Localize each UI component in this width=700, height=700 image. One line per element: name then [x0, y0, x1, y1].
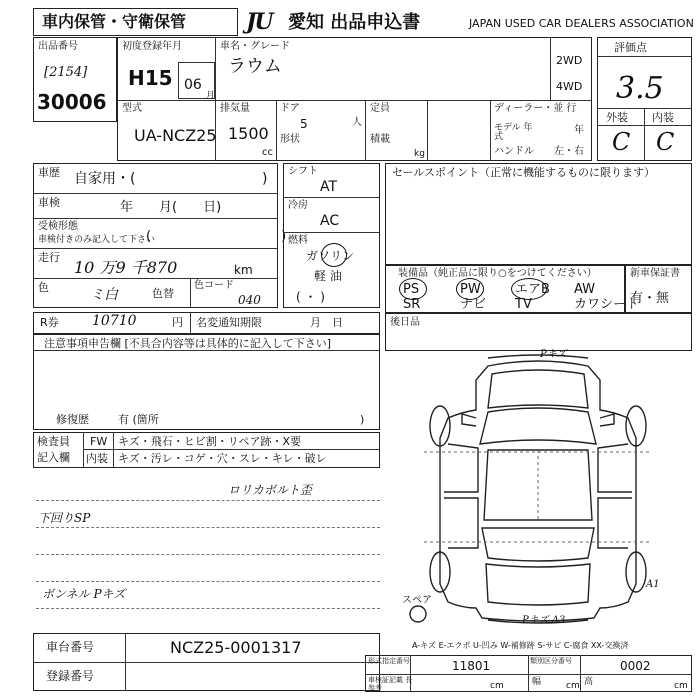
inspection-value: 年 月( 日) — [120, 200, 222, 215]
notice-deadline-label: 名変通知期限 — [196, 316, 262, 329]
category-number: 0002 — [620, 659, 651, 673]
diagram-legend: A-キズ E-エクボ U-凹み W-補修跡 S-サビ C-腐食 XX-交換済 — [412, 641, 629, 650]
storage-label: 車内保管・守衛保管 — [42, 12, 187, 31]
drive-2wd: 2WD — [556, 54, 583, 67]
repair-history-value: 有 (箇所 — [118, 413, 159, 426]
acceptance-label: 受検形態 — [38, 221, 78, 232]
exterior-label: 外装 — [606, 111, 628, 124]
category-label: 類別区分番号 — [530, 657, 572, 665]
mileage-value: 10 万9 千870 — [74, 258, 178, 277]
doors: 5 — [300, 117, 308, 131]
height-label: 高 — [584, 677, 594, 687]
lot-number: 30006 — [37, 90, 107, 114]
mileage-label: 走行 — [38, 251, 60, 264]
history-value: 自家用・( — [74, 171, 136, 187]
diagram-note-top: Pキズ — [540, 349, 567, 360]
equipment-item-bottom-3: カワシート — [574, 297, 640, 312]
shape-label: 形状 — [280, 134, 300, 145]
spare-label: スペア — [402, 595, 432, 606]
equipment-item-1: PW — [460, 282, 481, 297]
interior-inspect-label: 内装 — [86, 452, 108, 465]
displacement: 1500 — [228, 124, 269, 143]
capacity-label: 定員 — [370, 103, 390, 114]
attention-label: 注意事項申告欄 [不具合内容等は具体的に記入して下さい] — [44, 337, 332, 350]
interior-label: 内装 — [652, 111, 674, 124]
color-change-label: 色替 — [152, 287, 174, 300]
score-value: 3.5 — [616, 71, 664, 106]
acceptance-note: 車検付きのみ記入して下さい — [38, 235, 156, 245]
recycle-amount: 10710 — [92, 313, 137, 329]
shift-label: シフト — [288, 166, 318, 177]
first-registration-year: H15 — [128, 66, 173, 90]
after-parts-label: 後日品 — [390, 317, 420, 328]
equipment-item-bottom-2: TV — [515, 297, 532, 312]
dealer-label: ディーラー・並 行 — [494, 103, 577, 114]
chassis-label: 車台番号 — [46, 640, 95, 654]
model-label: 型式 — [122, 103, 142, 114]
association-name: JAPAN USED CAR DEALERS ASSOCIATION — [469, 17, 694, 30]
ac-value: AC — [320, 213, 340, 229]
lot-sub-number: [2154] — [44, 65, 88, 80]
interior-grade: C — [656, 128, 675, 156]
interior-inspect-items: キズ・汚レ・コゲ・穴・スレ・キレ・破レ — [118, 452, 327, 465]
warranty-label: 新車保証書 — [630, 268, 680, 279]
exterior-grade: C — [612, 128, 631, 156]
fuel-label: 燃料 — [288, 235, 308, 246]
history-label: 車歴 — [38, 166, 60, 179]
equipment-item-bottom-0: SR — [403, 297, 421, 312]
recycle-label: R券 — [40, 316, 59, 329]
car-name: ラウム — [228, 56, 282, 77]
model-year-label: モデル 年式 — [494, 123, 533, 142]
repair-history-label: 修復歴 — [56, 413, 89, 426]
color-code: 040 — [238, 293, 261, 307]
fw-items: キズ・飛石・ヒビ割・リペア跡・X要 — [118, 435, 302, 448]
diagram-note-bottom: Pキズ A3 — [522, 615, 566, 626]
ju-logo: JU — [246, 9, 272, 35]
equipment-label: 装備品（純正品に限り○をつけてください） — [398, 268, 597, 279]
first-registration-label: 初度登録年月 — [122, 41, 182, 52]
handle-options: 左・右 — [554, 146, 584, 157]
color-label: 色 — [38, 281, 49, 294]
ac-label: 冷房 — [288, 200, 308, 211]
fuel-gasoline-circle — [321, 243, 347, 267]
diagram-note-right: A1 — [646, 579, 660, 590]
handwritten-note-2: 下回りSP — [38, 511, 91, 525]
inspection-label: 車検 — [38, 196, 60, 209]
inspector-label-2: 記入欄 — [37, 451, 70, 464]
load-label: 積載 — [370, 134, 390, 145]
displacement-label: 排気量 — [220, 103, 250, 114]
color-value: ミ白 — [90, 287, 118, 303]
registration-number-label: 登録番号 — [46, 669, 95, 683]
lot-label: 出品番号 — [38, 41, 78, 52]
width-label: 幅 — [532, 677, 542, 687]
warranty-value: 有・無 — [630, 291, 670, 306]
color-code-label: 色コード — [194, 280, 234, 291]
handwritten-note-3: ボンネル Pキズ — [42, 587, 126, 601]
equipment-item-bottom-1: ナビ — [460, 297, 487, 312]
first-registration-month: 06 — [184, 77, 202, 93]
fuel-gasoline: ガソリン — [306, 249, 355, 263]
type-designation: 11801 — [452, 659, 491, 673]
model-code: UA-NCZ25 — [134, 126, 217, 145]
dims-label: 車検証記載 長 — [368, 676, 413, 684]
type-designation-label: 形式指定番号 — [368, 657, 410, 665]
handle-label: ハンドル — [494, 146, 534, 157]
equipment-item-2: エアB — [515, 282, 550, 297]
chassis-number: NCZ25-0001317 — [170, 638, 302, 657]
after-parts-box — [385, 313, 692, 351]
fw-label: FW — [90, 435, 108, 448]
inspector-label-1: 検査員 — [37, 435, 70, 448]
drive-4wd: 4WD — [556, 80, 583, 93]
equipment-item-0: PS — [403, 282, 420, 297]
form-title: 愛知 出品申込書 — [288, 12, 421, 33]
doors-label: ドア — [280, 103, 300, 114]
fuel-diesel: 軽 油 — [314, 269, 342, 283]
score-label: 評価点 — [614, 41, 647, 54]
sales-point-label: セールスポイント（正常に機能するものに限ります） — [392, 166, 656, 179]
equipment-item-3: AW — [574, 282, 596, 297]
shift-value: AT — [320, 179, 338, 195]
car-name-label: 車名・グレード — [220, 41, 290, 52]
handwritten-note-1: ロリカボルト歪 — [228, 483, 312, 497]
